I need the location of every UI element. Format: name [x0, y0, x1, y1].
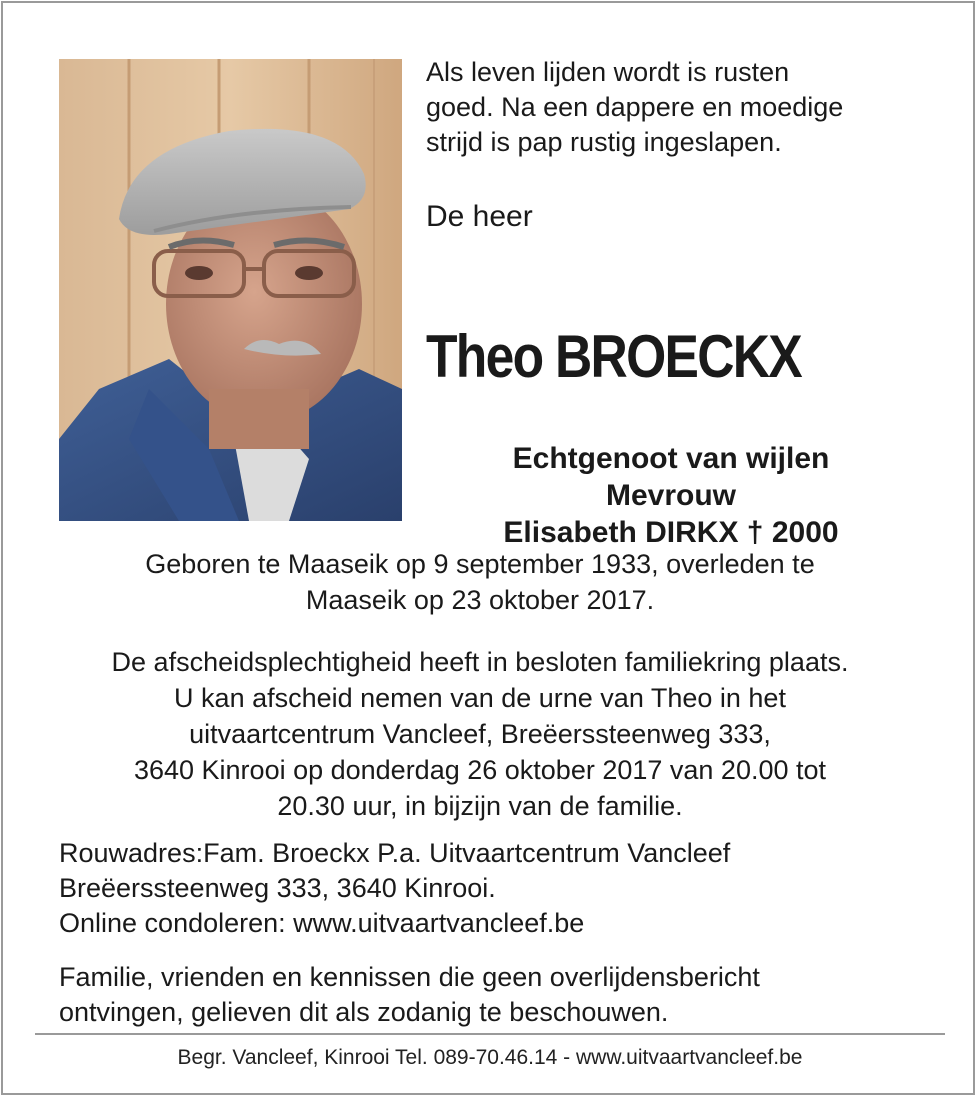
spouse-line: Mevrouw: [605, 479, 737, 512]
spouse-line: Echtgenoot van wijlen: [512, 442, 830, 475]
mourning-address: [59, 836, 939, 941]
condolence-link[interactable]: Online condoleren: www.uitvaartvancleef.be: [59, 908, 585, 938]
quote-line: Als leven lijden wordt is rusten: [426, 57, 790, 87]
opening-quote: [426, 55, 946, 160]
birth-death-line: Maaseik op 23 oktober 2017.: [305, 585, 655, 615]
ceremony-line: U kan afscheid nemen van de urne van Theo in het: [174, 683, 786, 713]
ceremony-paragraph: [40, 644, 920, 824]
address-line: Breëerssteenweg 333, 3640 Kinrooi.: [59, 873, 496, 903]
portrait-photo: [59, 59, 402, 521]
birth-death-paragraph: [40, 546, 920, 618]
notice-line: Familie, vrienden en kennissen die geen overlijdensbericht: [59, 962, 760, 992]
spouse-info: [426, 440, 916, 551]
address-line: Rouwadres:Fam. Broeckx P.a. Uitvaartcentrum Vancleef: [59, 838, 731, 868]
quote-line: goed. Na een dappere en moedige: [426, 92, 844, 122]
honorific: De heer: [426, 200, 533, 233]
quote-line: strijd is pap rustig ingeslapen.: [426, 127, 782, 157]
deceased-name: Theo BROECKX: [426, 323, 801, 390]
notice-paragraph: [59, 960, 939, 1030]
notice-line: ontvingen, gelieven dit als zodanig te beschouwen.: [59, 997, 669, 1027]
ceremony-line: 20.30 uur, in bijzijn van de familie.: [277, 791, 683, 821]
divider: [35, 1033, 945, 1035]
ceremony-line: uitvaartcentrum Vancleef, Breëerssteenweg 333,: [189, 719, 771, 749]
ceremony-line: 3640 Kinrooi op donderdag 26 oktober 2017 van 20.00 tot: [133, 755, 827, 785]
funeral-home-footer: Begr. Vancleef, Kinrooi Tel. 089-70.46.14 - www.uitvaartvancleef.be: [177, 1046, 803, 1069]
ceremony-line: De afscheidsplechtigheid heeft in besloten familiekring plaats.: [111, 647, 849, 677]
birth-death-line: Geboren te Maaseik op 9 september 1933, overleden te: [145, 549, 815, 579]
header-text-column: [426, 55, 946, 549]
spouse-line: Elisabeth DIRKX † 2000: [503, 516, 839, 549]
